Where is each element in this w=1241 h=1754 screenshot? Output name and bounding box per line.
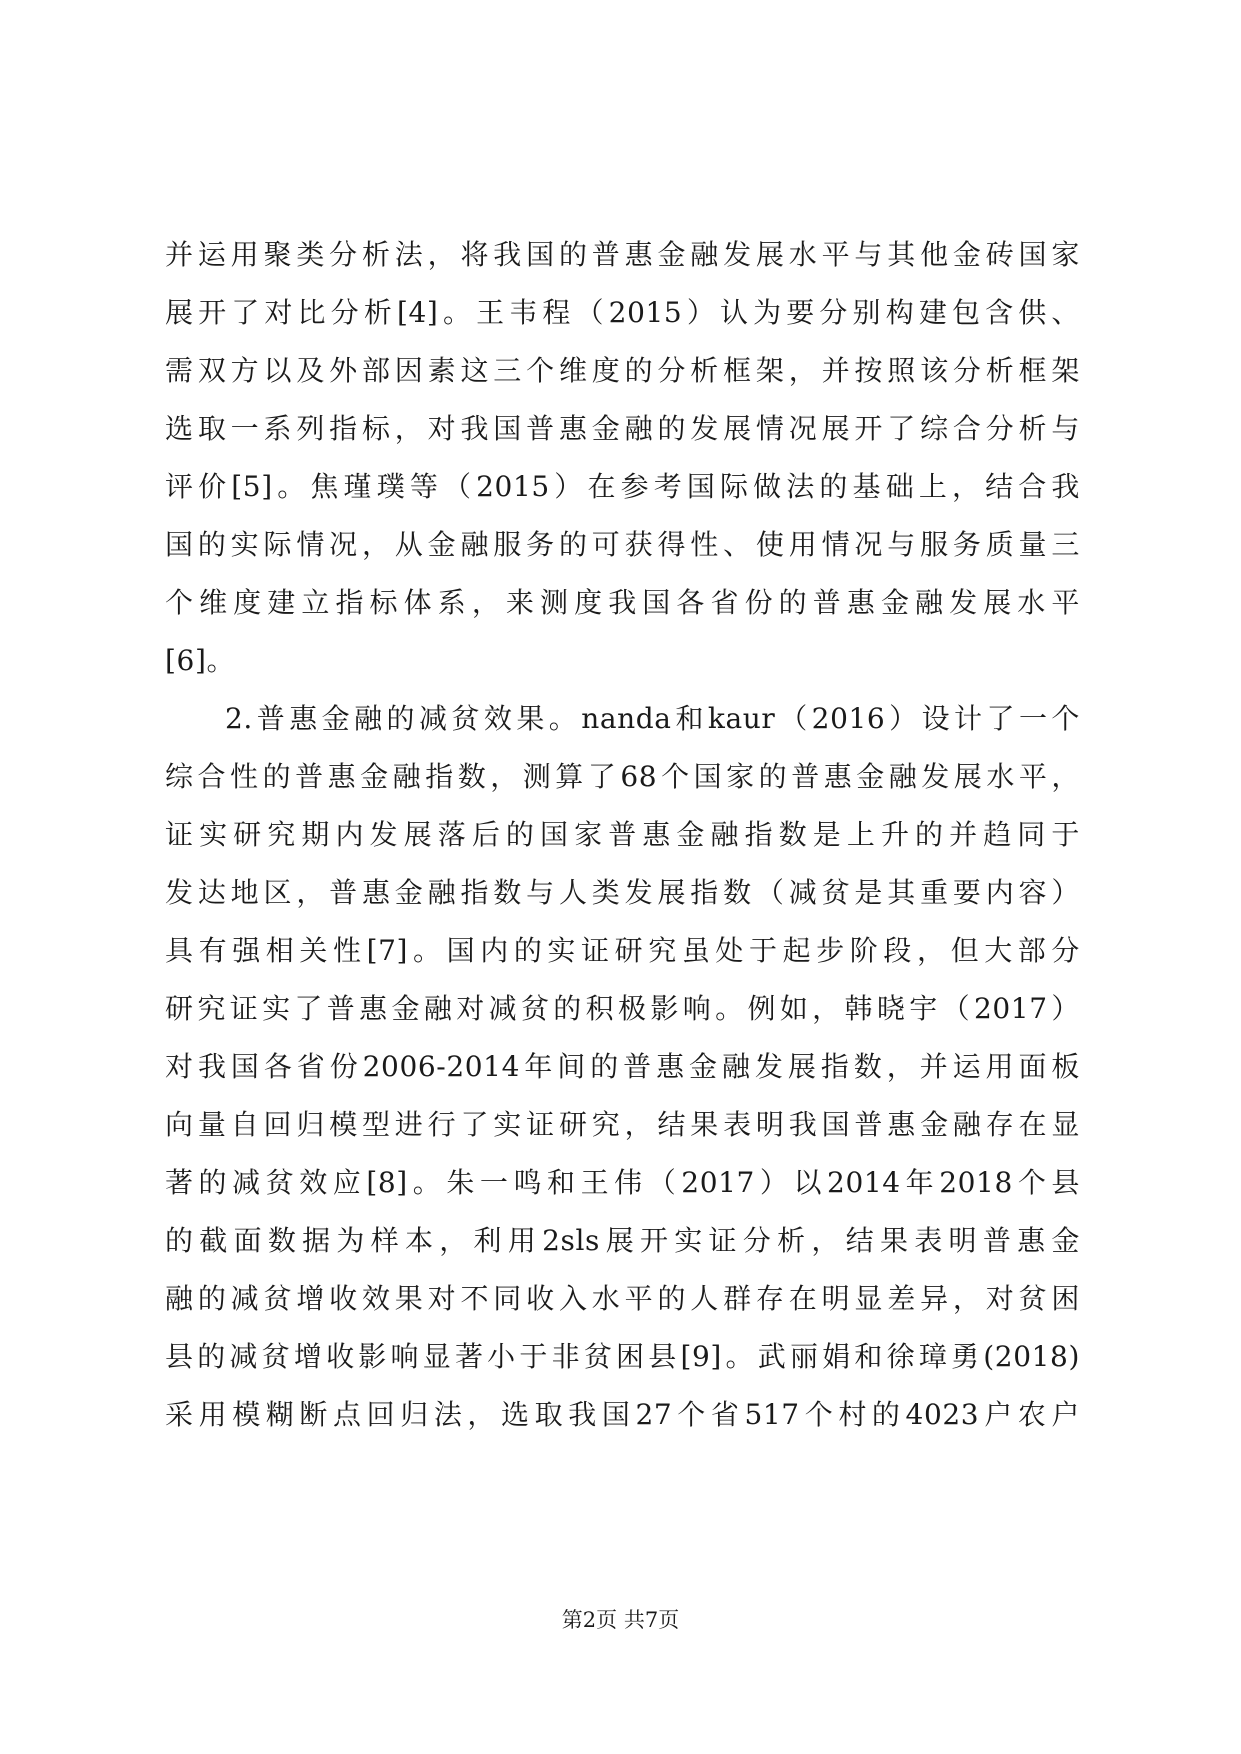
text-line: 需双方以及外部因素这三个维度的分析框架，并按照该分析框架 [165, 354, 1080, 387]
text-line: 并运用聚类分析法，将我国的普惠金融发展水平与其他金砖国家 [165, 238, 1080, 271]
text-line: 向量自回归模型进行了实证研究，结果表明我国普惠金融存在显 [165, 1108, 1080, 1141]
text-line: 县的减贫增收影响显著小于非贫困县[9]。武丽娟和徐璋勇(2018) [165, 1340, 1080, 1373]
text-line: 对我国各省份2006-2014年间的普惠金融发展指数，并运用面板 [165, 1050, 1080, 1083]
text-line: 融的减贫增收效果对不同收入水平的人群存在明显差异，对贫困 [165, 1282, 1080, 1315]
text-line: 评价[5]。焦瑾璞等（2015）在参考国际做法的基础上，结合我 [165, 470, 1080, 503]
text-line: 展开了对比分析[4]。王韦程（2015）认为要分别构建包含供、 [165, 296, 1080, 329]
text-line: 个维度建立指标体系，来测度我国各省份的普惠金融发展水平 [165, 586, 1080, 619]
text-line: 2.普惠金融的减贫效果。nanda和kaur（2016）设计了一个 [225, 702, 1080, 735]
text-line: 具有强相关性[7]。国内的实证研究虽处于起步阶段，但大部分 [165, 934, 1080, 967]
text-line: [6]。 [165, 644, 236, 677]
text-line: 采用模糊断点回归法，选取我国27个省517个村的4023户农户 [165, 1398, 1080, 1431]
text-line: 发达地区，普惠金融指数与人类发展指数（减贫是其重要内容） [165, 876, 1080, 909]
text-line: 的截面数据为样本，利用2sls展开实证分析，结果表明普惠金 [165, 1224, 1080, 1257]
text-line: 综合性的普惠金融指数，测算了68个国家的普惠金融发展水平， [165, 760, 1080, 793]
text-line: 研究证实了普惠金融对减贫的积极影响。例如，韩晓宇（2017） [165, 992, 1080, 1025]
page-number-footer: 第2页 共7页 [561, 1608, 680, 1632]
text-line: 证实研究期内发展落后的国家普惠金融指数是上升的并趋同于 [165, 818, 1080, 851]
body-text [165, 226, 1080, 1444]
text-line: 著的减贫效应[8]。朱一鸣和王伟（2017）以2014年2018个县 [165, 1166, 1080, 1199]
text-line: 选取一系列指标，对我国普惠金融的发展情况展开了综合分析与 [165, 412, 1080, 445]
text-line: 国的实际情况，从金融服务的可获得性、使用情况与服务质量三 [165, 528, 1080, 561]
